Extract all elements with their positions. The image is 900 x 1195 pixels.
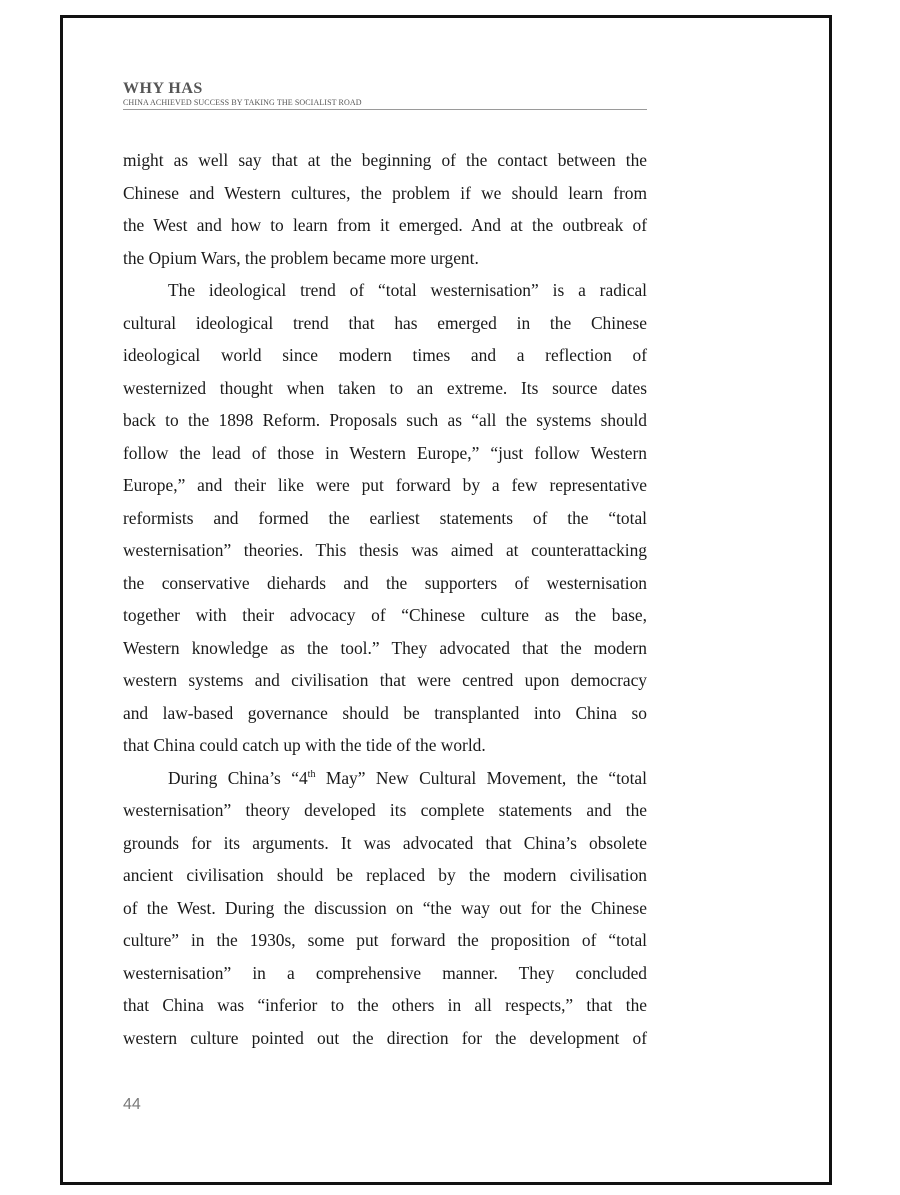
text-line: culture” in the 1930s, some put forward the proposition of “total xyxy=(123,930,647,950)
paragraph-3 xyxy=(123,762,647,1055)
text-line: reformists and formed the earliest statements of the “total xyxy=(123,507,647,528)
text-line: Chinese and Western cultures, the problem if we should learn from xyxy=(123,182,647,203)
text-line: western systems and civilisation that were centred upon democracy xyxy=(123,670,647,690)
superscript: th xyxy=(307,768,316,780)
text-line: westernized thought when taken to an extreme. Its source dates xyxy=(123,377,647,398)
text-run: During China’s “4 xyxy=(168,767,308,788)
text-line: follow the lead of those in Western Europe,” “just follow Western xyxy=(123,442,647,463)
text-line: The ideological trend of “total westernisation” is a radical xyxy=(168,280,647,300)
text-line: ideological world since modern times and a reflection of xyxy=(123,345,647,365)
text-line: might as well say that at the beginning of the contact between the xyxy=(123,150,647,170)
running-head-title: WHY HAS xyxy=(123,80,203,97)
text-line: western culture pointed out the direction for the development of xyxy=(123,1027,647,1048)
text-line: westernisation” theories. This thesis was aimed at counterattacking xyxy=(123,540,647,560)
body-text xyxy=(123,144,647,1054)
running-head-subtitle: CHINA ACHIEVED SUCCESS BY TAKING THE SOCIALIST ROAD xyxy=(123,98,362,107)
page-number: 44 xyxy=(123,1096,141,1113)
text-line: the West and how to learn from it emerged. And at the outbreak of xyxy=(123,215,647,235)
text-line: ancient civilisation should be replaced by the modern civilisation xyxy=(123,865,647,885)
paragraph-2 xyxy=(123,274,647,762)
text-line: Western knowledge as the tool.” They advocated that the modern xyxy=(123,637,647,658)
running-head-rule xyxy=(123,109,647,110)
text-line: westernisation” theory developed its complete statements and the xyxy=(123,800,647,820)
text-line: that China was “inferior to the others in all respects,” that the xyxy=(123,995,647,1015)
text-line: Europe,” and their like were put forward by a few representative xyxy=(123,475,647,495)
text-line: the conservative diehards and the supporters of westernisation xyxy=(123,572,647,593)
text-line-with-superscript xyxy=(123,762,647,795)
text-line: back to the 1898 Reform. Proposals such as “all the systems should xyxy=(123,410,647,430)
text-line: grounds for its arguments. It was advocated that China’s obsolete xyxy=(123,832,647,853)
text-line: of the West. During the discussion on “the way out for the Chinese xyxy=(123,897,647,918)
paragraph-1 xyxy=(123,144,647,274)
text-line: westernisation” in a comprehensive manner. They concluded xyxy=(123,962,647,983)
text-line: and law-based governance should be transplanted into China so xyxy=(123,702,647,723)
running-head xyxy=(123,80,713,110)
text-line: together with their advocacy of “Chinese culture as the base, xyxy=(123,605,647,625)
text-line: the Opium Wars, the problem became more urgent. xyxy=(123,247,479,268)
text-line: cultural ideological trend that has emerged in the Chinese xyxy=(123,312,647,333)
text-run: May” New Cultural Movement, the “total xyxy=(315,767,647,788)
text-line: that China could catch up with the tide of the world. xyxy=(123,735,486,755)
